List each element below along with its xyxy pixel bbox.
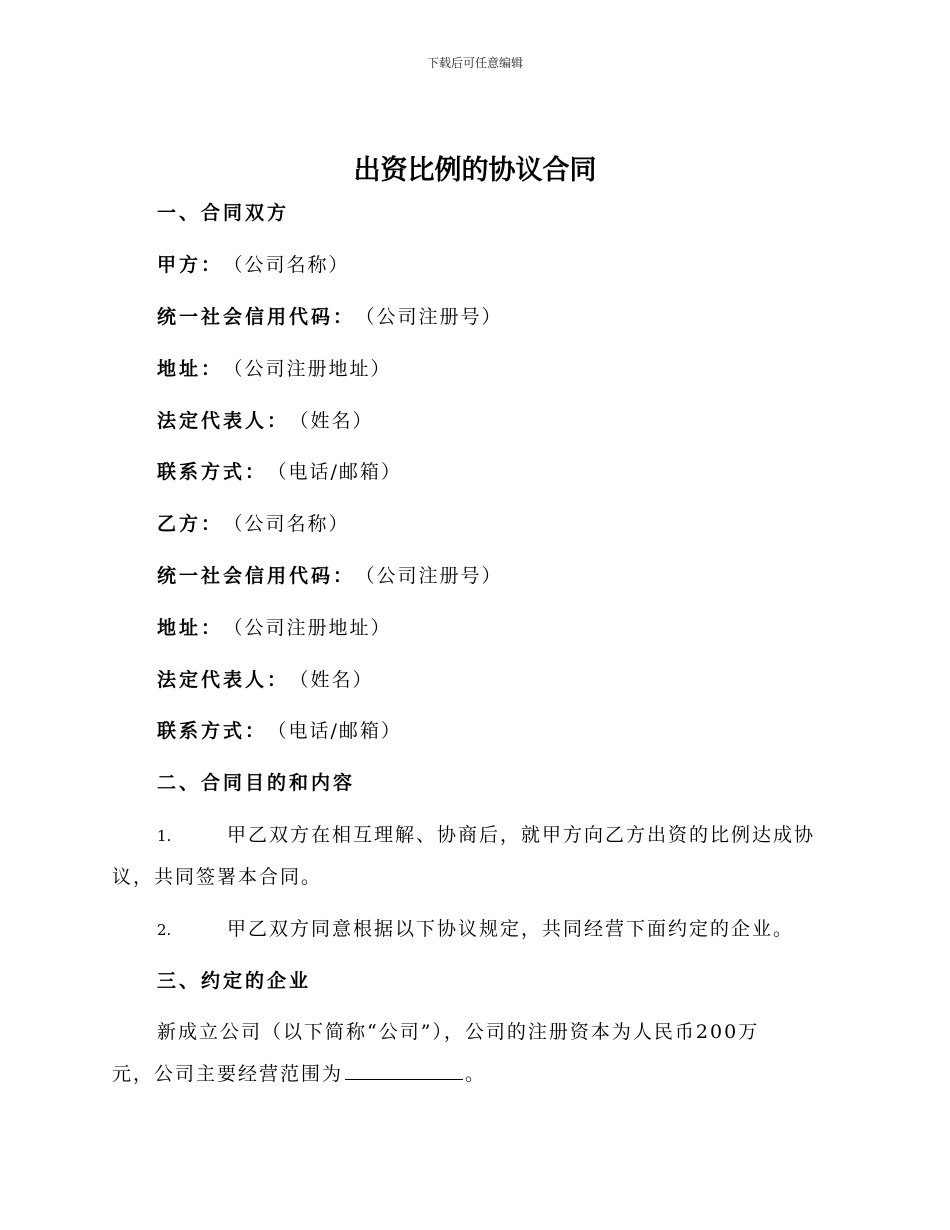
- party-a-rep-label: 法定代表人：: [157, 410, 290, 432]
- party-b-rep-row: [157, 665, 374, 692]
- party-a-name-label: 甲方：: [157, 254, 224, 276]
- party-a-credit-label: 统一社会信用代码：: [157, 306, 356, 328]
- party-a-credit-value: （公司注册号）: [365, 306, 503, 328]
- purpose-item-1-number: 1.: [157, 827, 172, 845]
- purpose-item-1-text-line2: 议，共同签署本合同。: [112, 866, 323, 888]
- business-scope-blank: [345, 1061, 463, 1080]
- party-a-contact-row: [157, 457, 402, 484]
- party-a-address-value: （公司注册地址）: [233, 358, 392, 380]
- header-note: 下载后可任意编辑: [426, 56, 523, 70]
- party-b-rep-label: 法定代表人：: [157, 669, 290, 691]
- party-b-rep-value: （姓名）: [299, 669, 374, 691]
- purpose-item-1-text-line1: 甲乙双方在相互理解、协商后，就甲方向乙方出资的比例达成协: [227, 824, 816, 846]
- party-b-address-label: 地址：: [157, 617, 224, 639]
- party-a-contact-label: 联系方式：: [157, 461, 268, 483]
- party-b-address-value: （公司注册地址）: [233, 617, 392, 639]
- section-heading-enterprise: 三、约定的企业: [157, 970, 312, 992]
- party-b-credit-row: [157, 561, 503, 588]
- party-b-contact-value: （电话/邮箱）: [277, 720, 402, 742]
- document-title: 出资比例的协议合同: [353, 155, 597, 186]
- party-a-rep-row: [157, 406, 374, 433]
- purpose-item-1: [157, 820, 815, 847]
- party-b-address-row: [157, 613, 392, 640]
- party-a-name-value: （公司名称）: [233, 254, 350, 276]
- party-a-rep-value: （姓名）: [299, 410, 374, 432]
- party-b-name-label: 乙方：: [157, 513, 224, 535]
- enterprise-line2-prefix: 元，公司主要经营范围为: [112, 1063, 344, 1085]
- enterprise-text-line2: [112, 1059, 486, 1086]
- party-b-name-row: [157, 509, 350, 536]
- party-b-contact-row: [157, 716, 402, 743]
- party-b-credit-label: 统一社会信用代码：: [157, 565, 356, 587]
- party-a-address-label: 地址：: [157, 358, 224, 380]
- section-heading-parties: 一、合同双方: [157, 202, 290, 224]
- enterprise-text-line1: 新成立公司（以下简称“公司”），公司的注册资本为人民币200万: [157, 1021, 760, 1043]
- purpose-item-2-text-line1: 甲乙双方同意根据以下协议规定，共同经营下面约定的企业。: [227, 918, 795, 940]
- purpose-item-2-number: 2.: [157, 921, 172, 939]
- party-a-contact-value: （电话/邮箱）: [277, 461, 402, 483]
- party-b-credit-value: （公司注册号）: [365, 565, 503, 587]
- section-heading-purpose: 二、合同目的和内容: [157, 772, 356, 794]
- party-b-contact-label: 联系方式：: [157, 720, 268, 742]
- party-a-credit-row: [157, 302, 503, 329]
- enterprise-line2-suffix: 。: [465, 1063, 487, 1085]
- party-a-address-row: [157, 354, 392, 381]
- party-a-name-row: [157, 250, 350, 277]
- party-b-name-value: （公司名称）: [233, 513, 350, 535]
- purpose-item-2: [157, 914, 794, 941]
